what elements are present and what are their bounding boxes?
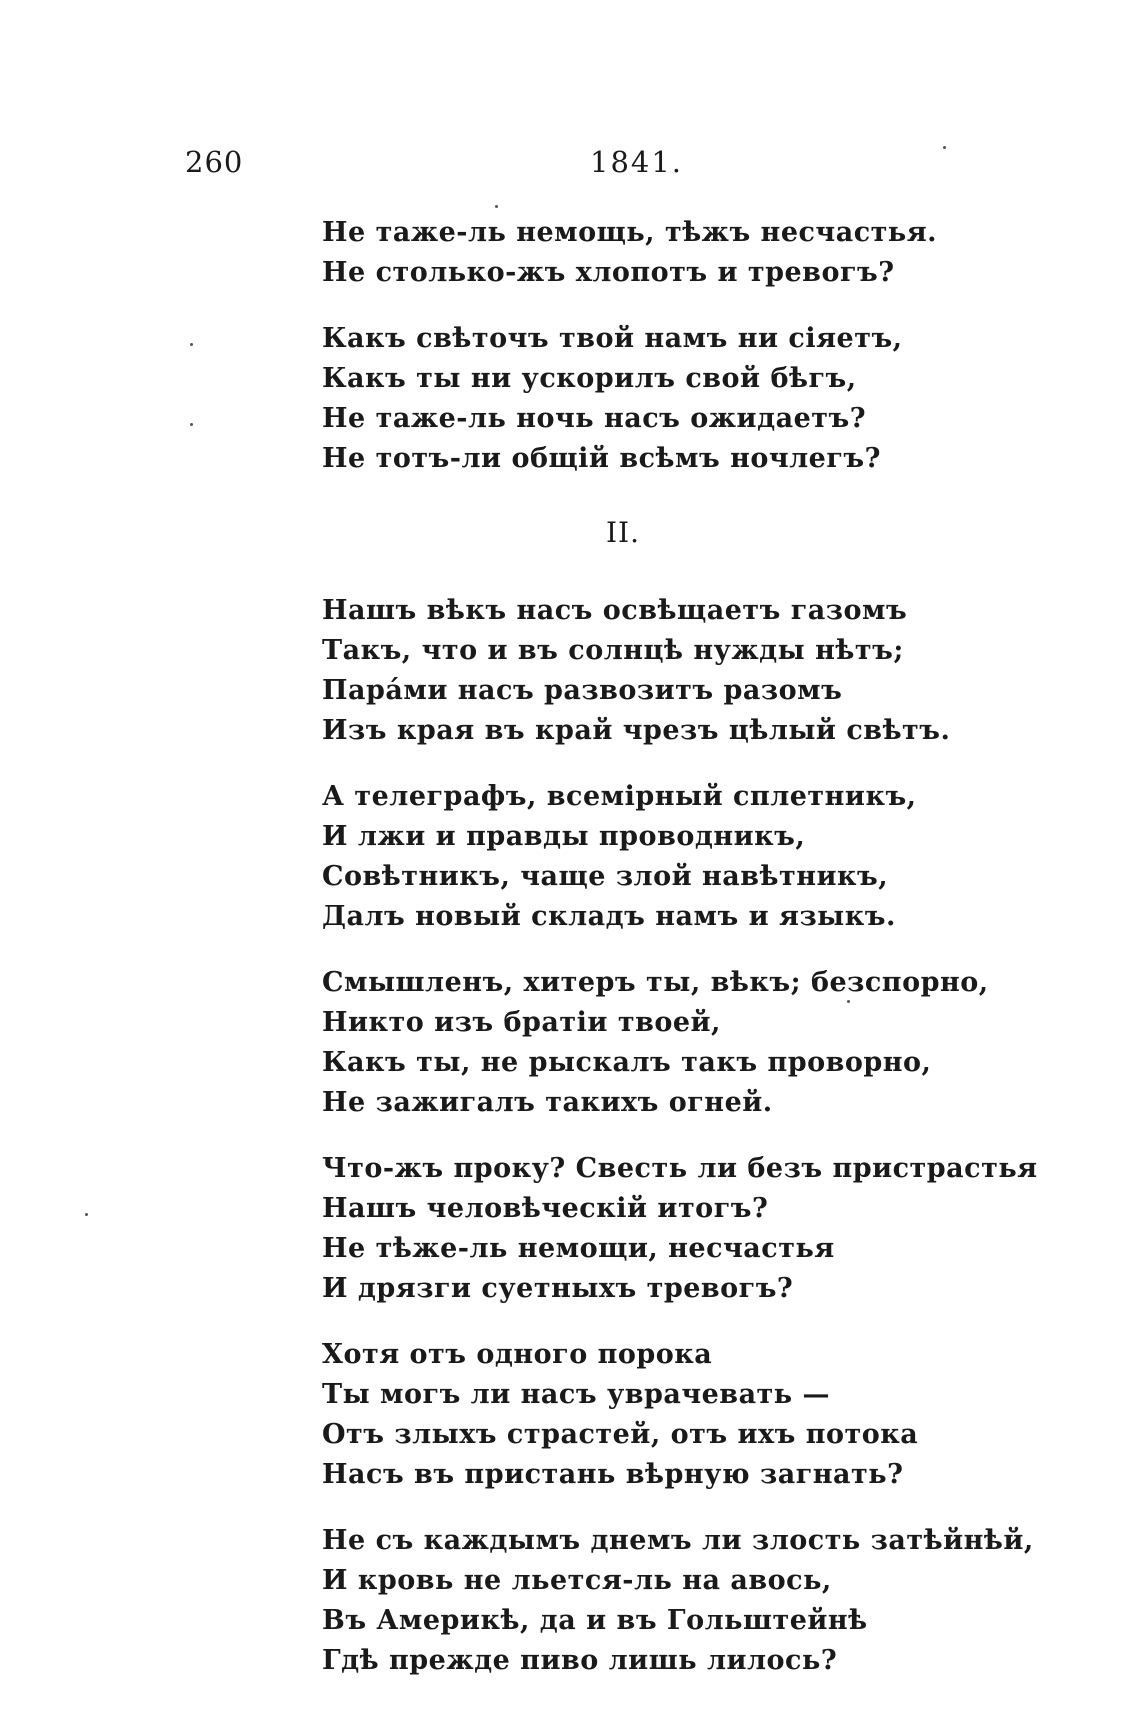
stanza <box>322 963 1082 1123</box>
scan-speck <box>85 1213 88 1216</box>
verse-line: Изъ края въ край чрезъ цѣлый свѣтъ. <box>322 715 951 746</box>
scan-speck <box>190 343 193 346</box>
verse-line: Гдѣ прежде пиво лишь лилось? <box>322 1645 838 1676</box>
stanza <box>322 213 1082 293</box>
stanza <box>322 1335 1082 1495</box>
verse-line: А телеграфъ, всемірный сплетникъ, <box>322 781 917 812</box>
verse-line: Что-жъ проку? Свесть ли безъ пристрастья <box>322 1153 1038 1184</box>
page-number: 260 <box>185 145 244 179</box>
verse-line: Не тотъ-ли общій всѣмъ ночлегъ? <box>322 443 881 474</box>
verse-line: Какъ ты ни ускорилъ свой бѣгъ, <box>322 363 857 394</box>
verse-line: Въ Америкѣ, да и въ Гольштейнѣ <box>322 1605 868 1636</box>
stanza <box>322 777 1082 937</box>
verse-line: Не тѣже-ль немощи, несчастья <box>322 1233 835 1264</box>
verse-line: Не съ каждымъ днемъ ли злость затѣйнѣй, <box>322 1525 1034 1556</box>
verse-line: Какъ свѣточъ твой намъ ни сіяетъ, <box>322 323 903 354</box>
stanza <box>322 1521 1082 1681</box>
poem-body <box>322 213 1082 1707</box>
verse-line: Насъ въ пристань вѣрную загнать? <box>322 1459 904 1490</box>
verse-line: Смышленъ, хитеръ ты, вѣкъ; безспорно, <box>322 967 989 998</box>
scan-speck <box>847 1000 850 1003</box>
verse-line: И лжи и правды проводникъ, <box>322 821 806 852</box>
verse-line: Какъ ты, не рыскалъ такъ проворно, <box>322 1047 932 1078</box>
verse-line: Не таже-ль ночь насъ ожидаетъ? <box>322 403 867 434</box>
verse-line: И дрязги суетныхъ тревогъ? <box>322 1273 794 1304</box>
verse-line: Ты могъ ли насъ уврачевать — <box>322 1379 831 1410</box>
verse-line: Далъ новый складъ намъ и языкъ. <box>322 901 896 932</box>
section-heading: II. <box>606 516 641 549</box>
stanza <box>322 1149 1082 1309</box>
scan-speck <box>190 423 193 426</box>
verse-line: Не таже-ль немощь, тѣжъ несчастья. <box>322 217 938 248</box>
verse-line: Не столько-жъ хлопотъ и тревогъ? <box>322 257 895 288</box>
scan-speck <box>495 205 498 208</box>
verse-line: Такъ, что и въ солнцѣ нужды нѣтъ; <box>322 635 904 666</box>
verse-line: Никто изъ братіи твоей, <box>322 1007 721 1038</box>
verse-line: Нашъ вѣкъ насъ освѣщаетъ газомъ <box>322 595 908 626</box>
scan-speck <box>943 146 946 149</box>
verse-line: Не зажигалъ такихъ огней. <box>322 1087 773 1118</box>
stanza <box>322 319 1082 479</box>
verse-line: Хотя отъ одного порока <box>322 1339 713 1370</box>
running-head-year: 1841. <box>590 145 684 179</box>
verse-line: Отъ злыхъ страстей, отъ ихъ потока <box>322 1419 919 1450</box>
verse-line: Совѣтникъ, чаще злой навѣтникъ, <box>322 861 889 892</box>
stanza <box>322 591 1082 751</box>
verse-line: Нашъ человѣческій итогъ? <box>322 1193 769 1224</box>
page-header <box>0 145 1140 185</box>
verse-line: Пара́ми насъ развозитъ разомъ <box>322 675 843 706</box>
verse-line: И кровь не льется-ль на авось, <box>322 1565 832 1596</box>
